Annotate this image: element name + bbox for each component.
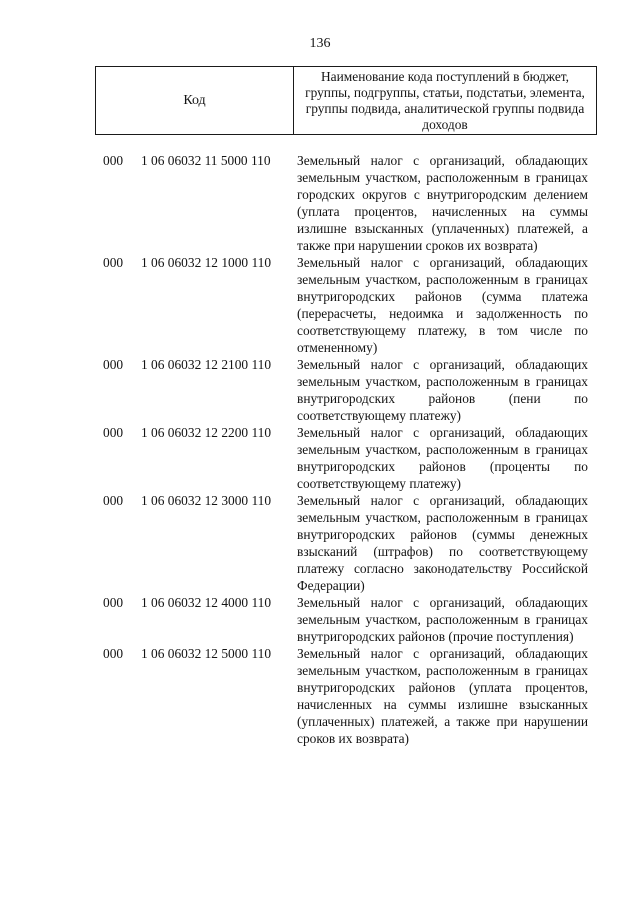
table-row — [0, 492, 640, 594]
code-description: Земельный налог с организаций, обладающих земельным участком, расположенным в границах внутригородских районов (суммы денежных взысканий (штрафов) по соответствующему платежу согласно законодательству Российской Федерации) — [297, 493, 588, 593]
income-codes-list — [0, 152, 640, 747]
code-description: Земельный налог с организаций, обладающих земельным участком, расположенным в границах внутригородских районов (прочие поступления) — [297, 595, 588, 644]
code-description: Земельный налог с организаций, обладающих земельным участком, расположенным в границах городских округов с внутригородским делением (уплата процентов, начисленных на суммы излишне взысканных (уплаченных) платежей, а также при нарушении сроков их возврата) — [297, 153, 588, 253]
header-name-cell: Наименование кода поступлений в бюджет, группы, подгруппы, статьи, подстатьи, элемента, группы подвида, аналитической группы подвида доходов — [305, 68, 585, 132]
table-row — [0, 594, 640, 645]
budget-code: 1 06 06032 12 2200 110 — [141, 425, 272, 440]
table-row — [0, 356, 640, 424]
code-description: Земельный налог с организаций, обладающих земельным участком, расположенным в границах внутригородских районов (проценты по соответствующему платежу) — [297, 425, 588, 491]
table-row — [0, 254, 640, 356]
admin-code: 000 — [103, 357, 124, 372]
budget-code: 1 06 06032 12 4000 110 — [141, 595, 272, 610]
budget-code: 1 06 06032 11 5000 110 — [141, 153, 271, 168]
admin-code: 000 — [103, 493, 124, 508]
admin-code: 000 — [103, 646, 124, 661]
admin-code: 000 — [103, 425, 124, 440]
budget-code: 1 06 06032 12 1000 110 — [141, 255, 272, 270]
admin-code: 000 — [103, 255, 124, 270]
code-description: Земельный налог с организаций, обладающих земельным участком, расположенным в границах внутригородских районов (уплата процентов, начисленных на суммы излишне взысканных (уплаченных) платежей, а также при нарушении сроков их возврата) — [297, 646, 588, 746]
admin-code: 000 — [103, 595, 124, 610]
table-row — [0, 645, 640, 747]
admin-code: 000 — [103, 153, 124, 168]
code-description: Земельный налог с организаций, обладающих земельным участком, расположенным в границах внутригородских районов (пени по соответствующему платежу) — [297, 357, 588, 423]
table-row — [0, 424, 640, 492]
table-row — [0, 152, 640, 254]
budget-code: 1 06 06032 12 5000 110 — [141, 646, 272, 661]
page-number: 136 — [309, 36, 331, 51]
code-description: Земельный налог с организаций, обладающих земельным участком, расположенным в границах внутригородских районов (сумма платежа (перерасчеты, недоимка и задолженность по соответствующему платежу, в том числе по отмененному) — [297, 255, 588, 355]
table-header — [95, 66, 597, 135]
budget-code: 1 06 06032 12 3000 110 — [141, 493, 272, 508]
budget-code: 1 06 06032 12 2100 110 — [141, 357, 272, 372]
header-code-cell: Код — [96, 67, 294, 134]
